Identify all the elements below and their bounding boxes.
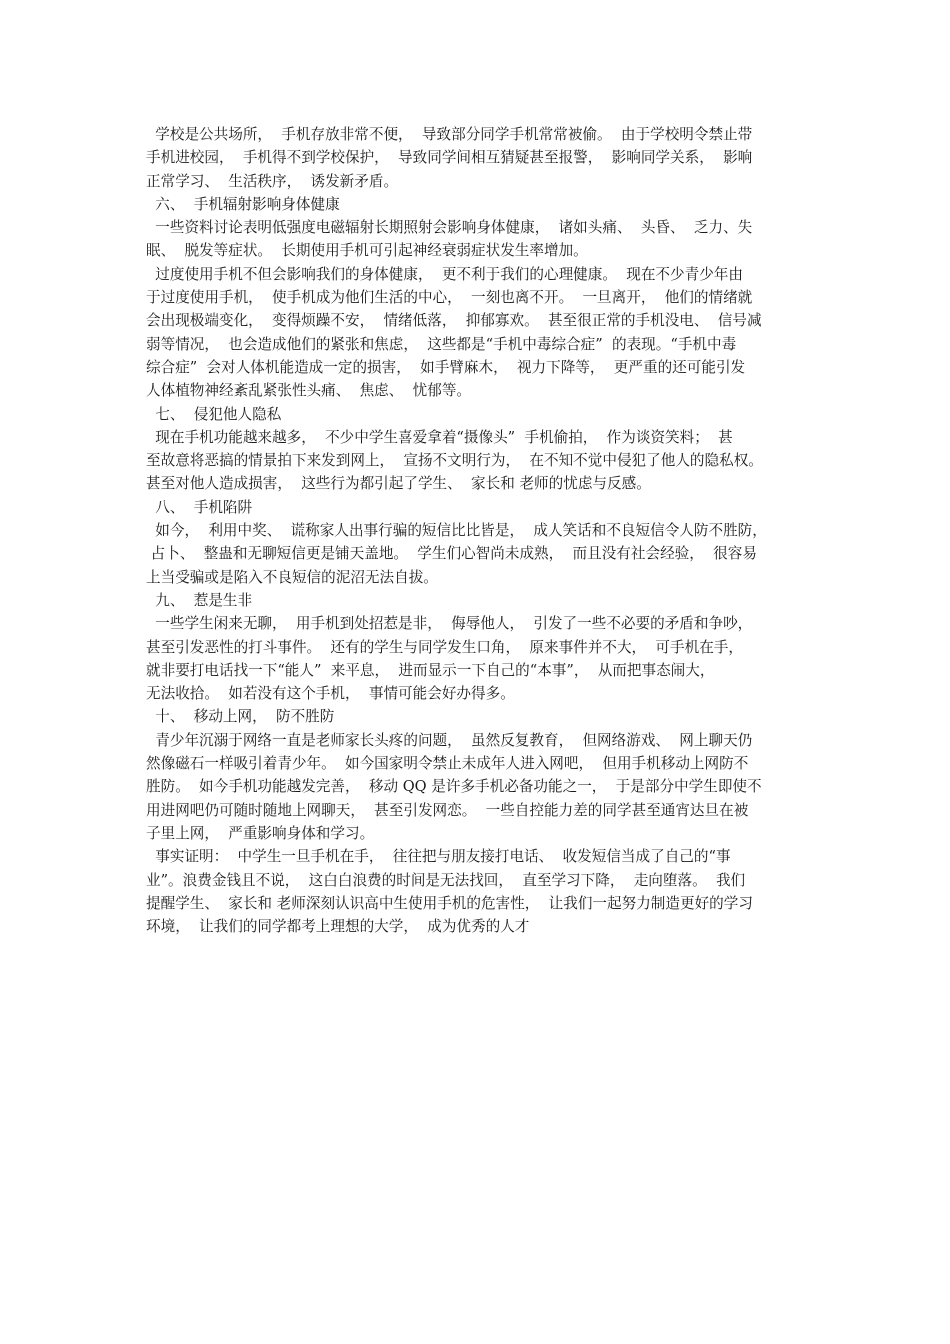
- text-line: 现在手机功能越来越多， 不少中学生喜爱拿着“摄像头” 手机偷拍， 作为谈资笑料； 甚: [146, 428, 733, 446]
- text-line: 人体植物神经紊乱紧张性头痛、 焦虑、 忧郁等。: [146, 382, 472, 400]
- text-line: 一些学生闲来无聊， 用手机到处招惹是非， 侮辱他人， 引发了一些不必要的矛盾和争吵，: [146, 615, 753, 633]
- text-line: 至故意将恶搞的情景拍下来发到网上， 宣扬不文明行为， 在不知不觉中侵犯了他人的隐私权。: [146, 452, 763, 470]
- text-line: 会出现极端变化， 变得烦躁不安， 情绪低落， 抑郁寡欢。 甚至很正常的手机没电、 信号减: [146, 312, 762, 330]
- text-line: 提醒学生、 家长和 老师深刻认识高中生使用手机的危害性， 让我们一起努力制造更好的学习: [146, 894, 753, 912]
- text-line: 八、 手机陷阱: [146, 498, 253, 516]
- text-line: 用进网吧仍可随时随地上网聊天， 甚至引发网恋。 一些自控能力差的同学甚至通宵达旦在被: [146, 801, 749, 819]
- text-line: 胜防。 如今手机功能越发完善， 移动 QQ 是许多手机必备功能之一， 于是部分中学生即使不: [146, 778, 762, 796]
- text-line: 无法收拾。 如若没有这个手机， 事情可能会好办得多。: [146, 685, 515, 703]
- text-line: 然像磁石一样吸引着青少年。 如今国家明令禁止未成年人进入网吧， 但用手机移动上网防不: [146, 755, 749, 773]
- text-line: 九、 惹是生非: [146, 591, 253, 609]
- text-line: 业”。浪费金钱且不说， 这白白浪费的时间是无法找回， 直至学习下降， 走向堕落。 我们: [146, 871, 746, 889]
- text-line: 如今， 利用中奖、 谎称家人出事行骗的短信比比皆是， 成人笑话和不良短信令人防不胜防，: [146, 522, 767, 540]
- document-body: [146, 123, 810, 938]
- text-line: 占卜、 整蛊和无聊短信更是铺天盖地。 学生们心智尚未成熟， 而且没有社会经验， 很容易: [146, 545, 757, 563]
- text-line: 上当受骗或是陷入不良短信的泥沼无法自拔。: [146, 568, 438, 586]
- text-line: 正常学习、 生活秩序， 诱发新矛盾。: [146, 172, 399, 190]
- text-line: 弱等情况， 也会造成他们的紧张和焦虑， 这些都是“手机中毒综合症” 的表现。“手机中毒: [146, 335, 737, 353]
- text-line: 甚至对他人造成损害， 这些行为都引起了学生、 家长和 老师的忧虑与反感。: [146, 475, 651, 493]
- text-line: 十、 移动上网， 防不胜防: [146, 708, 335, 726]
- text-line: 甚至引发恶性的打斗事件。 还有的学生与同学发生口角， 原来事件并不大， 可手机在手，: [146, 638, 743, 656]
- text-line: 学校是公共场所， 手机存放非常不便， 导致部分同学手机常常被偷。 由于学校明令禁止带: [146, 126, 753, 143]
- text-line: 一些资料讨论表明低强度电磁辐射长期照射会影响身体健康， 诸如头痛、 头昏、 乏力、失: [146, 219, 753, 237]
- text-line: 就非要打电话找一下“能人” 来平息， 进而显示一下自己的“本事”， 从而把事态闹大，: [146, 661, 715, 679]
- text-line: 综合症” 会对人体机能造成一定的损害， 如手臂麻木， 视力下降等， 更严重的还可能引发: [146, 358, 746, 376]
- text-line: 子里上网， 严重影响身体和学习。: [146, 824, 375, 842]
- text-line: 眠、 脱发等症状。 长期使用手机可引起神经衰弱症状发生率增加。: [146, 242, 588, 260]
- text-line: 青少年沉溺于网络一直是老师家长头疼的问题， 虽然反复教育， 但网络游戏、 网上聊天仍: [146, 731, 753, 749]
- text-line: 手机进校园， 手机得不到学校保护， 导致同学间相互猜疑甚至报警， 影响同学关系， 影响: [146, 149, 753, 167]
- text-line: 七、 侵犯他人隐私: [146, 405, 282, 423]
- text-line: 过度使用手机不但会影响我们的身体健康， 更不利于我们的心理健康。 现在不少青少年由: [146, 265, 743, 283]
- text-line: 环境， 让我们的同学都考上理想的大学， 成为优秀的人才: [146, 918, 530, 936]
- text-line: 事实证明： 中学生一旦手机在手， 往往把与朋友接打电话、 收发短信当成了自己的“事: [146, 848, 731, 866]
- text-line: 六、 手机辐射影响身体健康: [146, 195, 340, 213]
- text-line: 于过度使用手机， 使手机成为他们生活的中心， 一刻也离不开。 一旦离开， 他们的情绪就: [146, 289, 753, 307]
